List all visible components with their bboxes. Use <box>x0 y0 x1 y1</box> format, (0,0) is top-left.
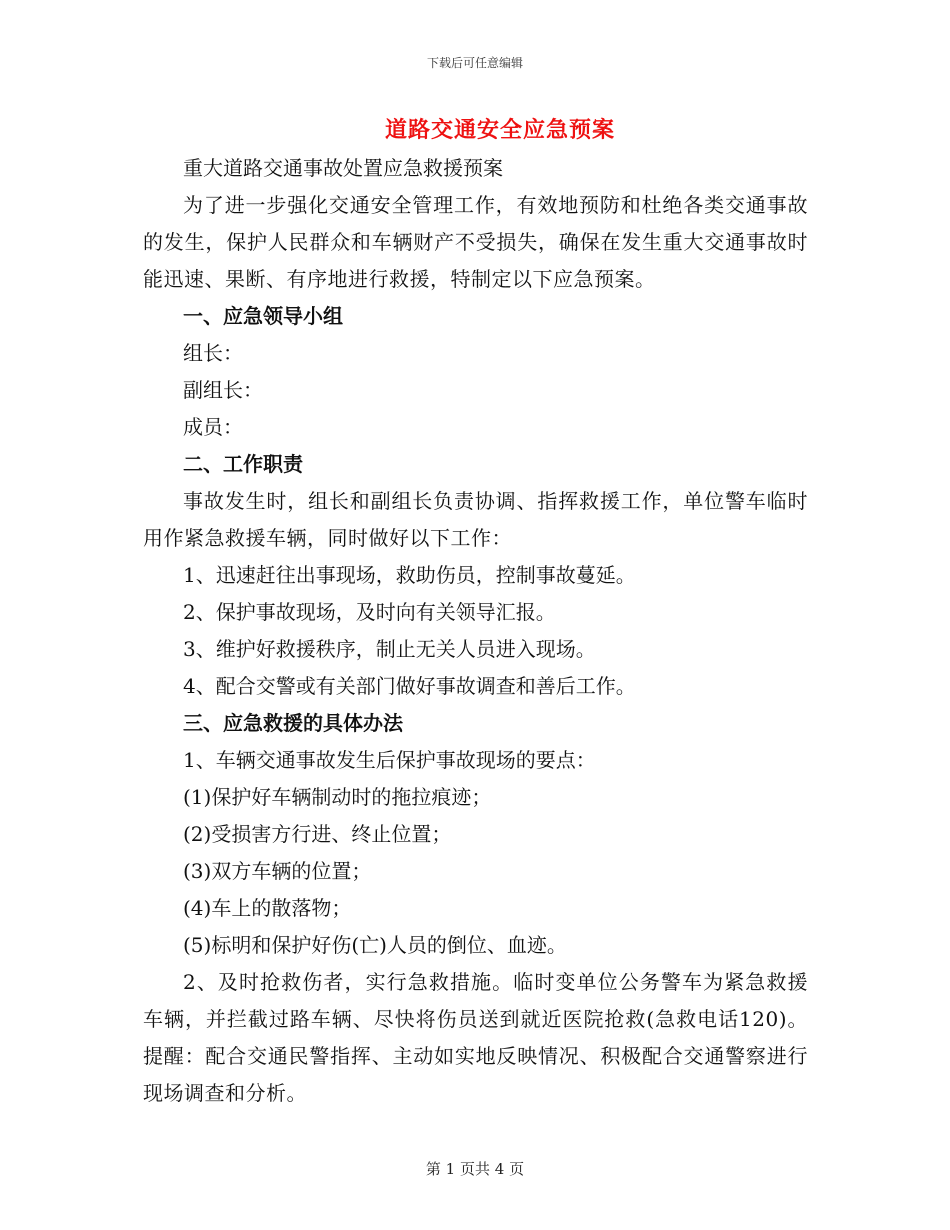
scene-protection-item: (4)车上的散落物； <box>183 896 352 920</box>
page-number: 第 1 页共 4 页 <box>425 1160 525 1178</box>
duty-item: 1、迅速赶往出事现场，救助伤员，控制事故蔓延。 <box>183 563 636 587</box>
scene-protection-item: (1)保护好车辆制动时的拖拉痕迹； <box>183 785 492 809</box>
scene-protection-item: (2)受损害方行进、终止位置； <box>183 822 452 846</box>
document-subtitle: 重大道路交通事故处置应急救援预案 <box>183 156 503 180</box>
duty-item: 2、保护事故现场，及时向有关领导汇报。 <box>183 600 556 624</box>
document-body <box>143 150 808 1112</box>
intro-paragraph: 为了进一步强化交通安全管理工作，有效地预防和杜绝各类交通事故的发生，保护人民群众和车辆财产不受损失，确保在发生重大交通事故时能迅速、果断、有序地进行救援，特制定以下应急预案。 <box>143 193 808 291</box>
page-header: 下载后可任意编辑 <box>426 56 523 70</box>
document-title: 道路交通安全应急预案 <box>384 117 615 143</box>
scene-protection-item: (3)双方车辆的位置； <box>183 859 372 883</box>
method-point-1: 1、车辆交通事故发生后保护事故现场的要点： <box>183 748 596 772</box>
method-point-2: 2、及时抢救伤者，实行急救措施。临时变单位公务警车为紧急救援车辆，并拦截过路车辆、尽快将伤员送到就近医院抢救(急救电话120)。提醒：配合交通民警指挥、主动如实地反映情况、积极配合交通警察进行现场调查和分析。 <box>143 970 808 1105</box>
duties-intro-paragraph: 事故发生时，组长和副组长负责协调、指挥救援工作，单位警车临时用作紧急救援车辆，同时做好以下工作： <box>143 489 808 550</box>
scene-protection-item: (5)标明和保护好伤(亡)人员的倒位、血迹。 <box>183 933 567 957</box>
duty-item: 3、维护好救援秩序，制止无关人员进入现场。 <box>183 637 596 661</box>
duty-item: 4、配合交警或有关部门做好事故调查和善后工作。 <box>183 674 636 698</box>
section-heading-methods: 三、应急救援的具体办法 <box>183 711 403 735</box>
deputy-leader-line: 副组长： <box>183 378 263 402</box>
section-heading-leadership: 一、应急领导小组 <box>183 304 343 328</box>
leader-line: 组长： <box>183 341 243 365</box>
section-heading-duties: 二、工作职责 <box>183 452 303 476</box>
members-line: 成员： <box>183 415 243 439</box>
